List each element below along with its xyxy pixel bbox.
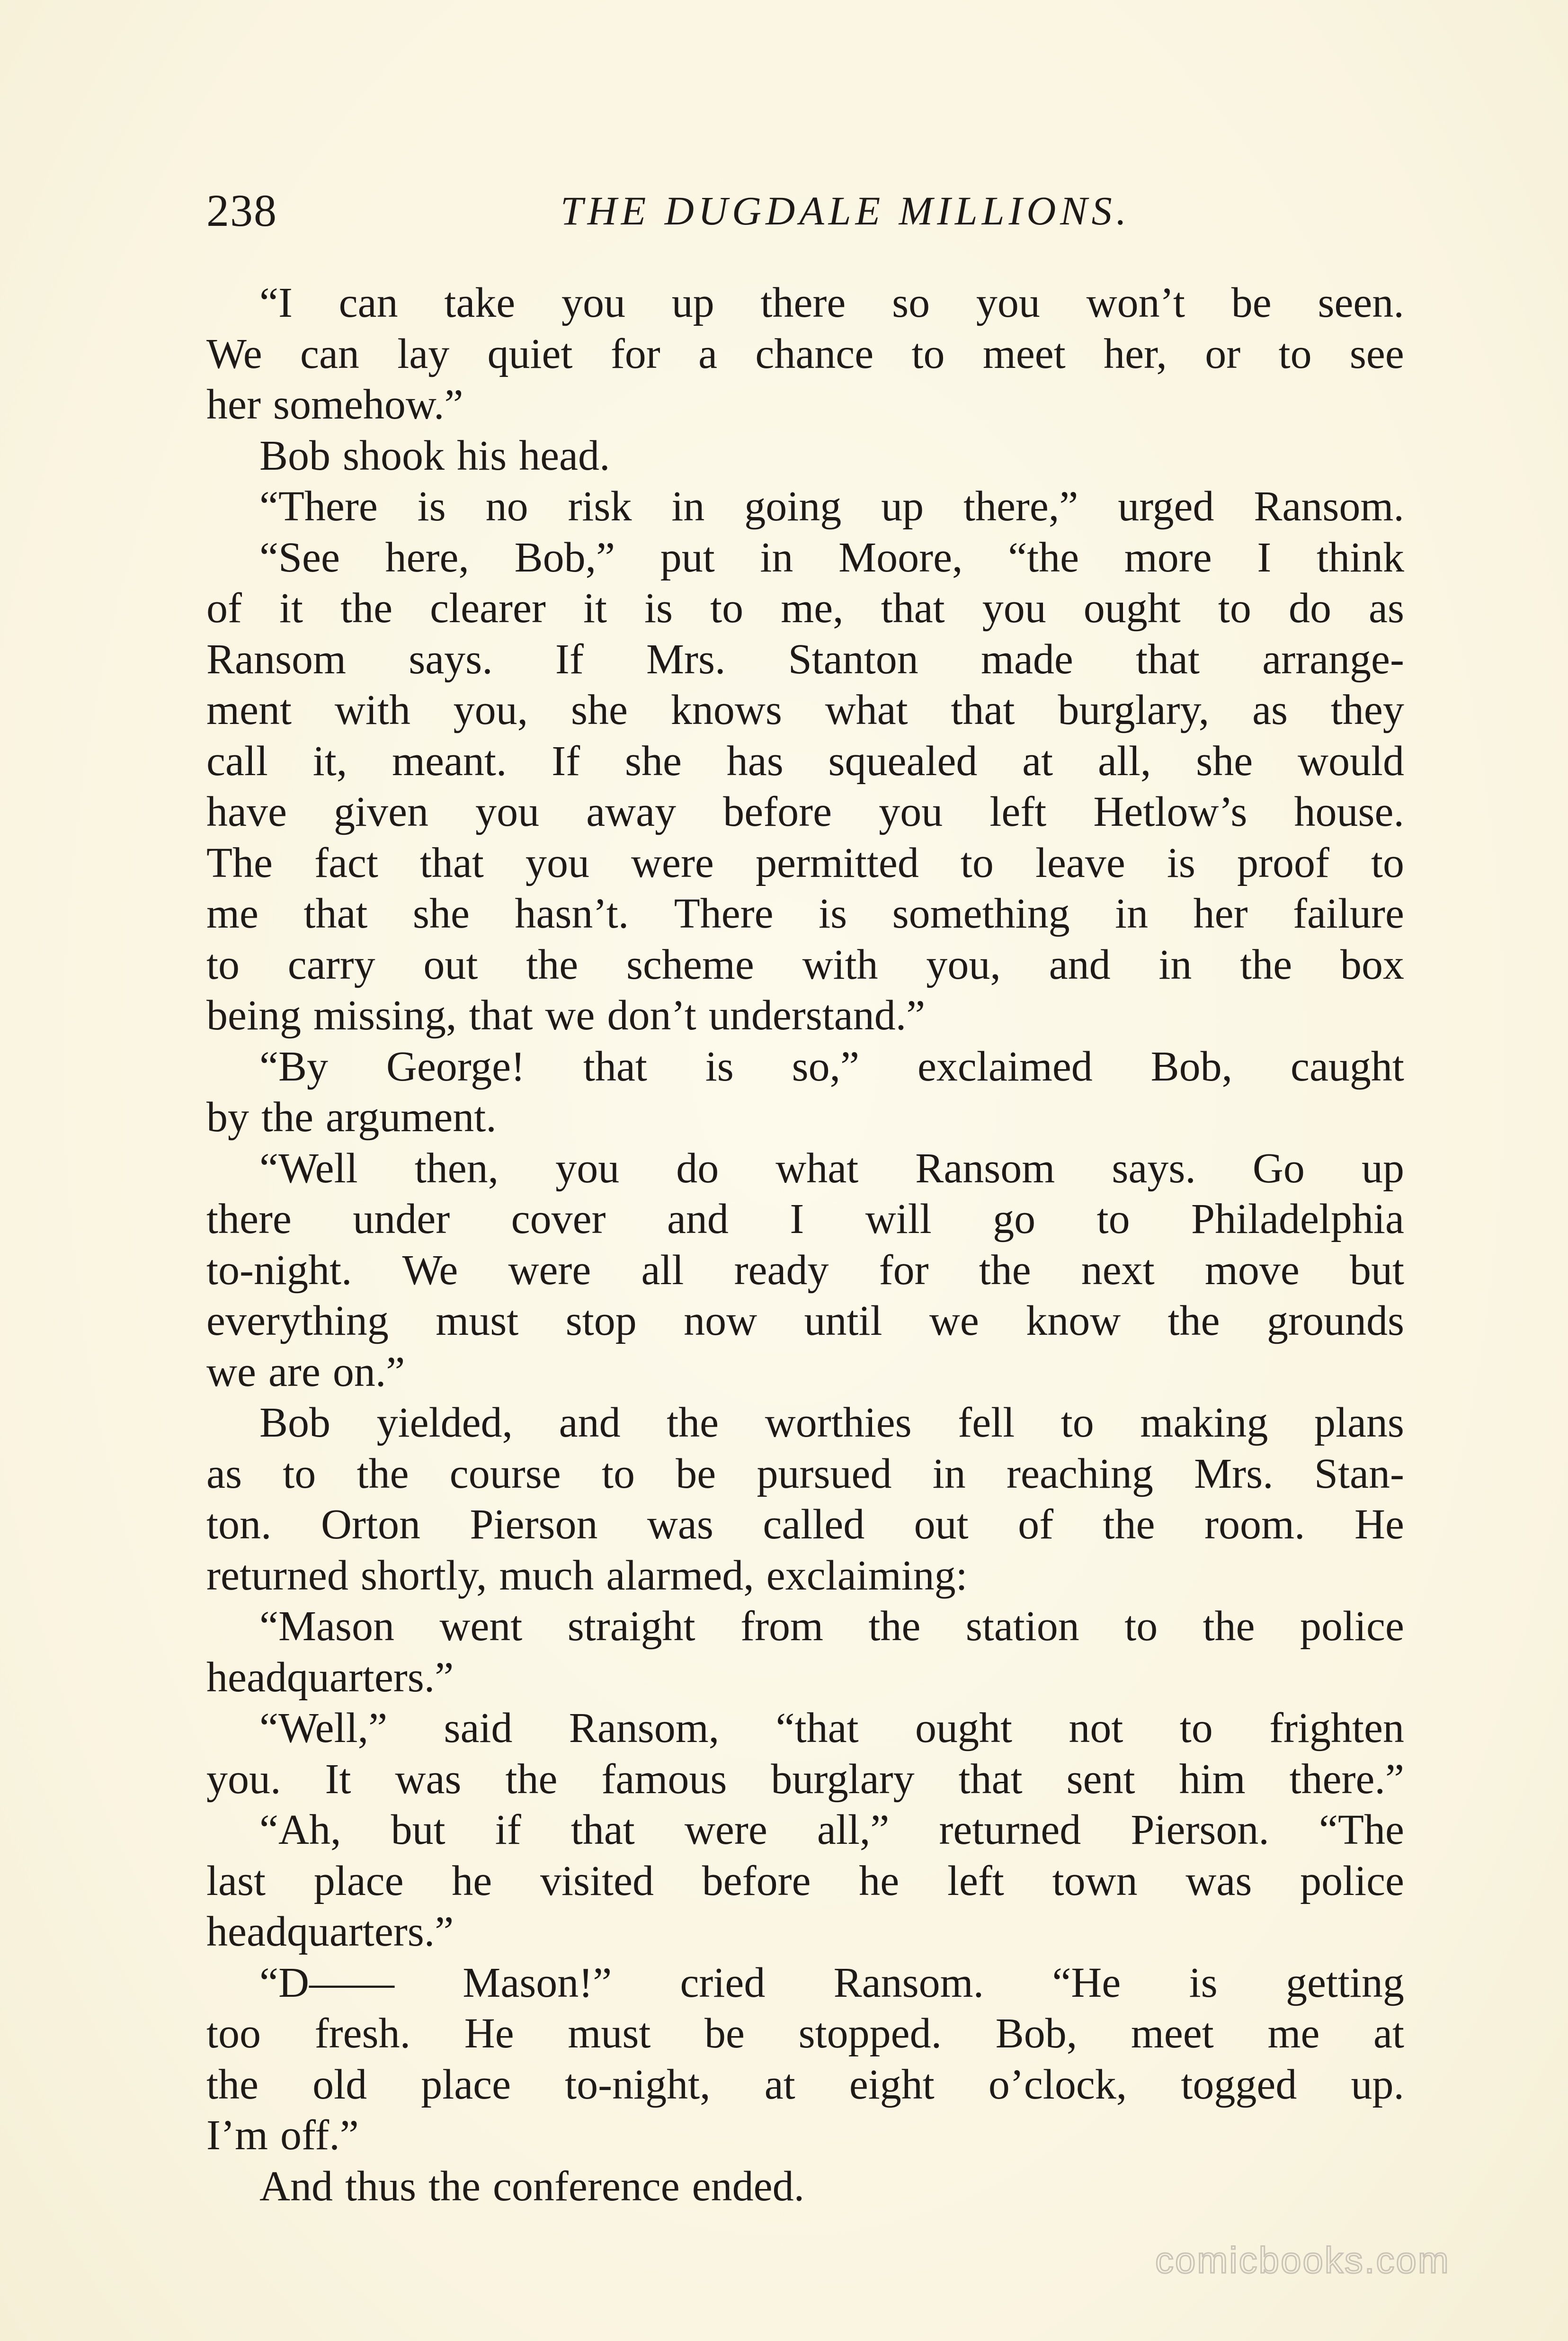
text-line: to carry out the scheme with you, and in the box bbox=[206, 941, 1404, 988]
text-line: ton. Orton Pierson was called out of the room. He bbox=[206, 1501, 1404, 1548]
body-text bbox=[206, 277, 1404, 2212]
text-line: The fact that you were permitted to leave is proof to bbox=[206, 839, 1404, 886]
text-line: Bob yielded, and the worthies fell to making plans bbox=[259, 1399, 1404, 1446]
page-number: 238 bbox=[206, 185, 277, 236]
text-line: there under cover and I will go to Philadelphia bbox=[206, 1196, 1404, 1242]
text-line: too fresh. He must be stopped. Bob, meet me at bbox=[206, 2010, 1404, 2057]
page-header bbox=[206, 180, 1404, 241]
text-line: headquarters.” bbox=[206, 1908, 454, 1955]
running-title: THE DUGDALE MILLIONS. bbox=[560, 188, 1131, 233]
text-line: “See here, Bob,” put in Moore, “the more I think bbox=[259, 534, 1404, 581]
text-line: headquarters.” bbox=[206, 1653, 454, 1701]
text-line: have given you away before you left Hetlow’s house. bbox=[206, 788, 1404, 835]
text-line: “By George! that is so,” exclaimed Bob, caught bbox=[259, 1043, 1404, 1090]
text-line: everything must stop now until we know the grounds bbox=[206, 1297, 1404, 1344]
text-line: “D—— Mason!” cried Ransom. “He is getting bbox=[259, 1959, 1404, 2006]
text-line: her somehow.” bbox=[206, 381, 463, 428]
text-line: to-night. We were all ready for the next move but bbox=[206, 1246, 1404, 1294]
text-line: me that she hasn’t. There is something in her failure bbox=[206, 890, 1404, 937]
text-line: returned shortly, much alarmed, exclaiming: bbox=[206, 1552, 968, 1599]
text-line: last place he visited before he left town was police bbox=[206, 1857, 1404, 1904]
text-line: you. It was the famous burglary that sent him there.” bbox=[206, 1755, 1404, 1803]
text-line: as to the course to be pursued in reaching Mrs. Stan- bbox=[206, 1450, 1404, 1497]
text-line: And thus the conference ended. bbox=[259, 2162, 805, 2210]
text-line: by the argument. bbox=[206, 1094, 497, 1141]
text-line: “Ah, but if that were all,” returned Pierson. “The bbox=[259, 1806, 1404, 1853]
text-line: we are on.” bbox=[206, 1348, 405, 1395]
text-line: I’m off.” bbox=[206, 2112, 359, 2159]
text-line: of it the clearer it is to me, that you ought to do as bbox=[206, 585, 1404, 632]
watermark-logo: comicbooks.com bbox=[1155, 2239, 1450, 2281]
text-line: We can lay quiet for a chance to meet her, or to see bbox=[206, 330, 1404, 377]
text-line: “Well,” said Ransom, “that ought not to frighten bbox=[259, 1705, 1404, 1751]
text-line: Bob shook his head. bbox=[259, 432, 610, 479]
text-line: the old place to-night, at eight o’clock, togged up. bbox=[206, 2061, 1404, 2108]
text-line: call it, meant. If she has squealed at all, she would bbox=[206, 737, 1404, 785]
text-line: “I can take you up there so you won’t be seen. bbox=[259, 279, 1404, 326]
text-line: being missing, that we don’t understand.” bbox=[206, 992, 926, 1039]
text-line: ment with you, she knows what that burglary, as they bbox=[206, 687, 1404, 733]
text-line: Ransom says. If Mrs. Stanton made that arrange- bbox=[206, 635, 1404, 683]
text-line: “There is no risk in going up there,” urged Ransom. bbox=[259, 483, 1404, 530]
text-line: “Well then, you do what Ransom says. Go up bbox=[259, 1144, 1404, 1192]
text-line: “Mason went straight from the station to the police bbox=[259, 1603, 1404, 1650]
